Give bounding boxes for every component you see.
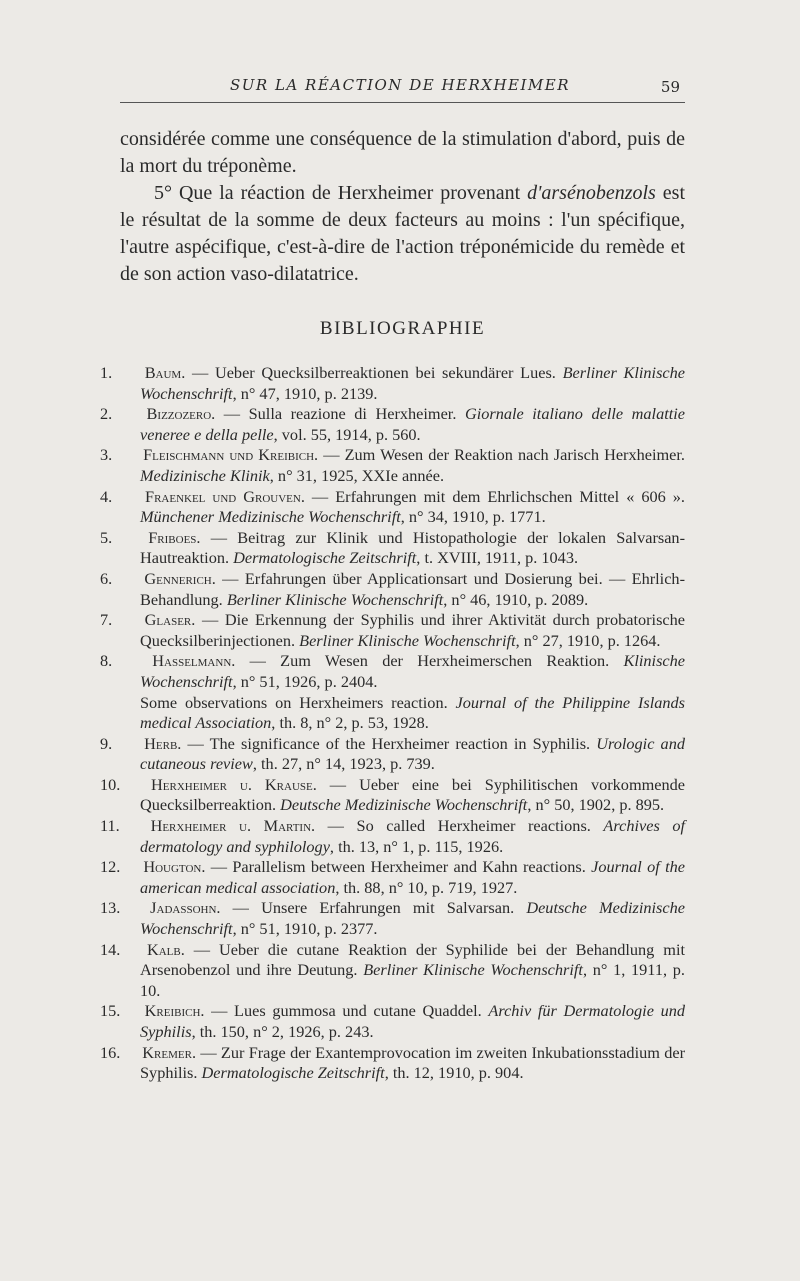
entry-author: Friboes. <box>148 527 201 547</box>
entry-details: , n° 47, 1910, p. 2139. <box>232 383 378 403</box>
entry-title: — Ueber eine bei Syphilitischen vorkommende Quecksilberreaktion. <box>140 774 686 815</box>
bibliography-entry <box>100 898 685 939</box>
entry-details: , t. XVIII, 1911, p. 1043. <box>416 548 579 568</box>
entry-title: — Unsere Erfahrungen mit Salvarsan. <box>220 898 527 918</box>
entry-journal: Dermatologische Zeitschrift <box>233 548 417 568</box>
entry-journal: Medizinische Klinik <box>140 465 270 485</box>
bibliography-entry <box>100 610 686 651</box>
entry-details: , n° 27, 1910, p. 1264. <box>515 630 661 650</box>
entry-author: Hasselmann. <box>152 651 236 671</box>
entry-details: , th. 88, n° 10, p. 719, 1927. <box>335 877 518 897</box>
entry-details: , n° 51, 1910, p. 2377. <box>232 919 378 939</box>
entry-details: , n° 50, 1902, p. 895. <box>527 795 665 815</box>
bibliography-entry <box>100 733 685 775</box>
entry-details: , vol. 55, 1914, p. 560. <box>273 424 421 444</box>
entry-journal: Berliner Klinische Wochenschrift <box>363 960 583 980</box>
bibliography-entry <box>100 445 685 486</box>
entry-title: — Zur Frage der Exantemprovocation im zweiten Inkubationsstadium der Syphilis. <box>140 1042 685 1083</box>
entry-number: 5. <box>100 527 113 547</box>
entry-author: Herb. <box>144 733 182 753</box>
bibliography-entry <box>100 939 685 1002</box>
entry-additional-journal: Journal of the Philippine Islands medical Association <box>140 692 685 733</box>
page-number: 59 <box>660 78 680 96</box>
entry-journal: Deutsche Medizinische Wochenschrift <box>140 898 685 939</box>
entry-additional-title: Some observations on Herxheimers reaction. <box>140 692 456 712</box>
entry-title: — Ueber die cutane Reaktion der Syphilide bei der Behandlung mit Arsenobenzol und ihre Deutung. <box>140 939 685 980</box>
entry-number: 11. <box>100 816 120 836</box>
body-text <box>120 126 685 288</box>
entry-author: Gennerich. <box>144 568 216 588</box>
header-rule <box>120 102 685 103</box>
entry-number: 8. <box>100 651 113 671</box>
entry-title: — Zum Wesen der Reaktion nach Jarisch Herxheimer. <box>318 445 685 465</box>
bibliography-entry <box>100 857 685 898</box>
entry-journal: Archiv für Dermatologie und Syphilis <box>140 1001 685 1041</box>
paragraph-2 <box>120 180 685 288</box>
entry-author: Bizzozero. <box>146 404 216 424</box>
entry-title: — Die Erkennung der Syphilis und ihrer Aktivität durch probatorische Quecksilberinjectionen. <box>140 610 686 650</box>
entry-additional <box>140 693 685 734</box>
entry-details: , n° 34, 1910, p. 1771. <box>400 507 546 527</box>
entry-details: , n° 31, 1925, XXIe année. <box>269 465 445 485</box>
bibliography-entry <box>100 816 686 857</box>
running-title: SUR LA RÉACTION DE HERXHEIMER <box>229 76 571 94</box>
entry-details: , n° 51, 1926, p. 2404. <box>232 671 378 691</box>
entry-title: — Erfahrungen über Applicationsart und Dosierung bei. — Ehrlich-Behandlung. <box>140 568 685 609</box>
entry-title: — The significance of the Herxheimer reaction in Syphilis. <box>181 733 597 753</box>
entry-details: , n° 46, 1910, p. 2089. <box>443 589 589 609</box>
entry-title: — Parallelism between Herxheimer and Kahn reactions. <box>205 857 592 877</box>
entry-journal: Berliner Klinische Wochenschrift <box>140 363 686 403</box>
entry-details: , th. 13, n° 1, p. 115, 1926. <box>329 836 504 856</box>
entry-number: 2. <box>100 404 113 424</box>
paragraph-2-end: est le résultat de la somme de deux facteurs au moins : l'un spécifique, l'autre aspécifique, c'est-à-dire de l'action tréponémicide du remède et de son action vaso-dilatatrice. <box>120 182 686 285</box>
entry-number: 15. <box>100 1001 121 1021</box>
bibliography-entry <box>100 1042 685 1084</box>
entry-journal: Klinische Wochenschrift <box>140 651 685 691</box>
entry-author: Kalb. <box>146 939 185 959</box>
entry-journal: Berliner Klinische Wochenschrift <box>226 589 444 609</box>
bibliography-entry <box>100 568 685 610</box>
bibliography-entry <box>100 486 685 528</box>
bibliography-entry <box>100 774 686 816</box>
bibliography-entry <box>100 651 685 733</box>
bibliography-entry <box>100 527 685 569</box>
entry-number: 3. <box>100 445 113 465</box>
entry-author: Fraenkel und Grouven. <box>145 486 305 506</box>
entry-details: , th. 150, n° 2, 1926, p. 243. <box>191 1022 374 1041</box>
entry-title: — Sulla reazione di Herxheimer. <box>215 404 465 424</box>
entry-author: Fleischmann und Kreibich. <box>143 445 319 465</box>
entry-title: — Beitrag zur Klinik und Histopathologie der lokalen Salvarsan-Hautreaktion. <box>140 527 685 568</box>
entry-author: Hougton. <box>143 857 206 877</box>
entry-number: 14. <box>100 939 121 959</box>
entry-number: 4. <box>100 486 113 506</box>
entry-number: 10. <box>100 774 121 794</box>
entry-title: — Erfahrungen mit dem Ehrlichschen Mittel « 606 ». <box>304 486 685 506</box>
entry-title: — Zum Wesen der Herxheimerschen Reaktion. <box>235 651 624 671</box>
entry-journal: Urologic and cutaneous review <box>140 733 685 774</box>
entry-author: Herxheimer u. Martin. <box>150 816 316 836</box>
entry-title: — So called Herxheimer reactions. <box>315 816 604 836</box>
entry-number: 6. <box>100 568 113 588</box>
entry-author: Herxheimer u. Krause. <box>151 774 317 794</box>
bibliography-entry <box>100 1001 685 1042</box>
entry-details: , n° 1, 1911, p. 10. <box>140 960 685 1000</box>
entry-journal: Dermatologische Zeitschrift <box>201 1063 385 1083</box>
paragraph-2-start: 5° Que la réaction de Herxheimer provenant <box>154 182 528 204</box>
entry-author: Glaser. <box>144 610 196 630</box>
entry-details: , th. 12, 1910, p. 904. <box>384 1063 524 1083</box>
bibliography-list <box>100 363 686 1084</box>
entry-journal: Journal of the american medical association <box>140 857 685 897</box>
entry-title: — Lues gummosa und cutane Quaddel. <box>204 1001 489 1021</box>
entry-journal: Berliner Klinische Wochenschrift <box>299 630 516 650</box>
entry-number: 7. <box>100 610 113 630</box>
entry-journal: Giornale italiano delle malattie veneree e della pelle <box>140 404 686 444</box>
bibliography-entry <box>100 363 686 404</box>
bibliography-title: BIBLIOGRAPHIE <box>319 318 486 339</box>
entry-number: 13. <box>100 898 121 918</box>
entry-author: Kreibich. <box>144 1001 205 1021</box>
entry-journal: Deutsche Medizinische Wochenschrift <box>280 795 528 815</box>
entry-author: Kremer. <box>142 1042 197 1062</box>
entry-additional-details: , th. 8, n° 2, p. 53, 1928. <box>271 713 429 733</box>
entry-journal: Archives of dermatology and syphilology <box>140 816 686 856</box>
entry-author: Baum. <box>144 363 186 382</box>
entry-number: 16. <box>100 1042 121 1062</box>
entry-number: 1. <box>100 363 113 382</box>
entry-title: — Ueber Quecksilberreaktionen bei sekundärer Lues. <box>185 363 563 382</box>
entry-journal: Münchener Medizinische Wochenschrift <box>140 507 401 527</box>
paragraph-1: considérée comme une conséquence de la stimulation d'abord, puis de la mort du tréponème. <box>120 128 685 177</box>
entry-details: , th. 27, n° 14, 1923, p. 739. <box>252 754 435 774</box>
entry-number: 12. <box>100 857 121 877</box>
entry-author: Jadassohn. <box>150 898 221 918</box>
paragraph-2-emphasis: d'arsénobenzols <box>527 182 656 204</box>
entry-number: 9. <box>100 733 113 753</box>
bibliography-entry <box>100 404 686 445</box>
